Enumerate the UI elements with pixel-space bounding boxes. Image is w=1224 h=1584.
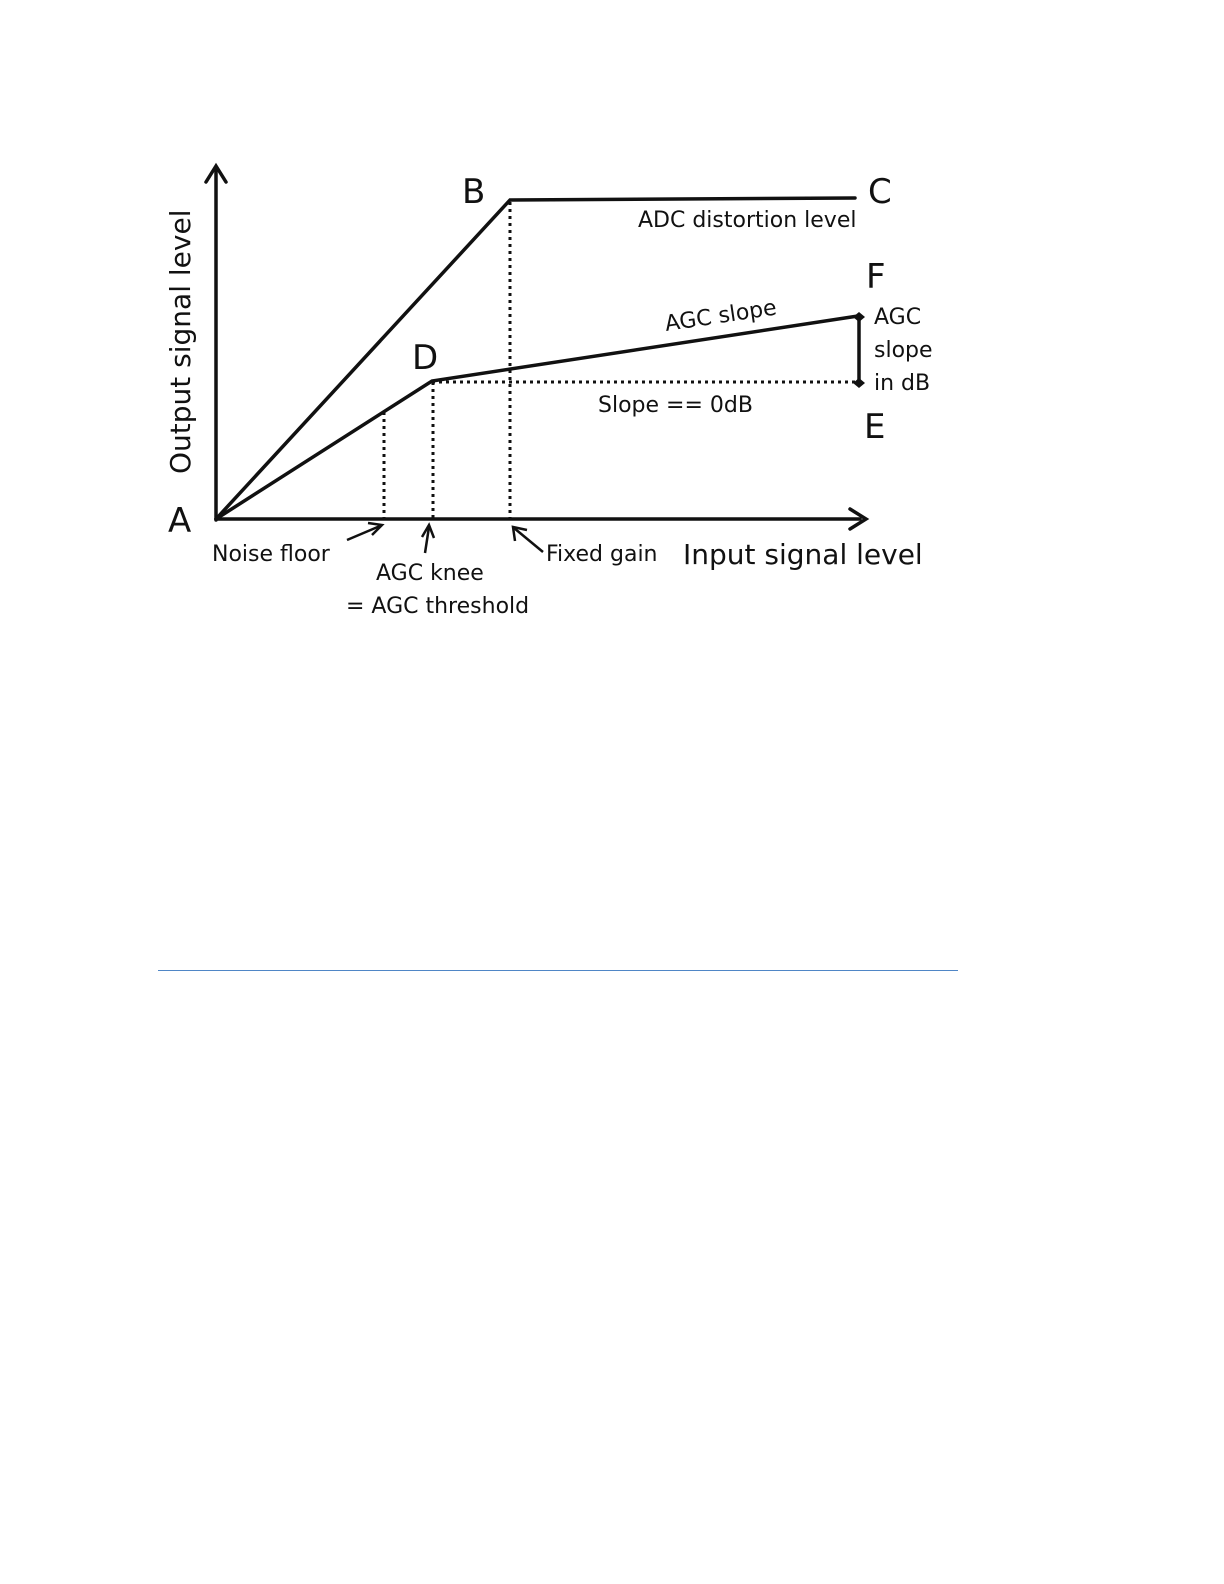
slope-0db-label: Slope == 0dB	[598, 393, 753, 418]
point-f-label: F	[866, 257, 886, 297]
fixed-gain-arrow	[514, 528, 543, 552]
adc-distortion-label: ADC distortion level	[638, 208, 857, 233]
footnote-separator	[158, 970, 958, 971]
agc-slope-db-label-2: slope	[874, 338, 933, 363]
agc-curve-line	[216, 316, 858, 519]
fixed-gain-line	[216, 198, 855, 519]
fixed-gain-label: Fixed gain	[546, 542, 658, 567]
bracket-bottom-marker	[853, 378, 865, 388]
bracket-top-marker	[853, 312, 865, 322]
agc-slope-label: AGC slope	[663, 295, 779, 337]
point-e-label: E	[864, 407, 886, 447]
x-axis-title: Input signal level	[683, 538, 923, 571]
agc-knee-label-1: AGC knee	[376, 561, 484, 586]
agc-slope-db-label-1: AGC	[874, 305, 922, 330]
agc-slope-db-label-3: in dB	[874, 371, 931, 396]
point-a-label: A	[168, 501, 192, 541]
point-c-label: C	[868, 172, 892, 212]
y-axis-title: Output signal level	[164, 209, 197, 474]
point-d-label: D	[412, 338, 439, 378]
agc-knee-label-2: = AGC threshold	[346, 594, 530, 619]
noise-floor-label: Noise floor	[212, 542, 330, 567]
point-b-label: B	[462, 172, 486, 212]
